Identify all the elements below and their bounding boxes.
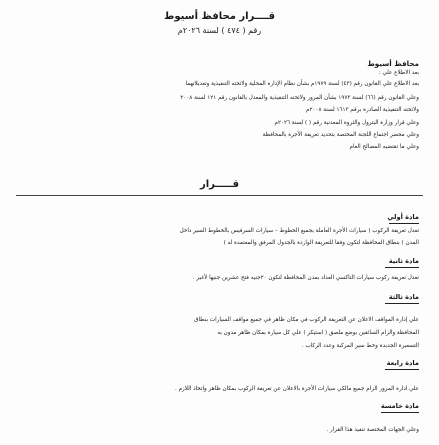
preamble-line: وعلي محضر اجتماع اللجنة المختصة بتحديد تعريفة الأجرة بالمحافظة <box>262 132 419 138</box>
decision-divider <box>16 195 423 196</box>
article-heading: مادة خامسة <box>380 402 419 410</box>
preamble-line: وعلي القانون رقم (٦٦) لسنة ١٩٧٣ بشأن المرور ولائحته التنفيذية والمعدل بالقانون رقم ١٢١ لسنة ٢٠٠٨ <box>180 95 419 101</box>
article-line: المدن ) بنطاق المحافظة لتكون وفقا للتعريفة الواردة بالجدول المرفق والمعتمدة له ) <box>223 240 419 246</box>
preamble-line: وعلي قرار وزارة البترول والثروة المعدنية رقم ( ) لسنة ٢٠٢٦م <box>274 120 419 126</box>
decree-title: قــــرار محافظ أسيوط <box>164 11 275 22</box>
article-underline <box>389 223 419 224</box>
after-review-label: بعد الاطلاع علي : <box>378 70 419 76</box>
article-underline <box>385 369 419 370</box>
article-line: علي ادارة المرور الزام جميع مالكي سيارات الأجرة بالاعلان عن تعريفة الركوب بمكان ظاهر واتخاذ اللازم . <box>175 386 419 392</box>
article-line: تعدل تعريفة الركوب ( سيارات الأجرة العاملة بجميع الخطوط – سيارات السرفيس بالخطوط السير داخل <box>179 228 419 234</box>
article-line: المحافظة والزام السائقين بوضع ملصق ( استيكر ) علي كل سيارة بمكان ظاهر مدون به <box>217 330 419 336</box>
article-line: التسعيرة الجديدة وخط سير المركبة وعدد الركاب . <box>301 343 419 349</box>
article-underline <box>381 412 419 413</box>
preamble-line: بعد الاطلاع علي القانون رقم (٤٣) لسنة ١٩٧٩م بشأن نظام الإدارة المحلية ولائحته التنفيذية وتعديلاتهما <box>185 81 419 87</box>
article-line: وعلي الجهات المختصة تنفيذ هذا القرار . <box>326 427 419 433</box>
article-heading: مادة ثالثة <box>388 293 419 301</box>
decision-heading: قـــــرار <box>199 179 240 190</box>
article-heading: مادة رابعة <box>386 359 419 367</box>
article-heading: مادة ثانية <box>388 257 419 265</box>
preamble-line: ولائحته التنفيذية الصادرة برقم ١٦١٣ لسنة ٢٠٠٨م <box>306 107 419 113</box>
article-line: علي إدارة المواقف الاعلان عن التعريفة الركوب في مكان ظاهر في جميع مواقف السيارات بنطاق <box>194 317 419 323</box>
decree-number: رقم ( ٤٧٤ ) لسنة ٢٠٢٦م <box>177 26 262 35</box>
article-underline <box>385 303 419 304</box>
article-heading: مادة أولي <box>387 213 419 221</box>
article-underline <box>385 267 419 268</box>
article-line: تعدل تعريفة ركوب سيارات التاكسي العداد بمدن المحافظة لتكون ٢٠جنيه فتح عشرين جنيها لأغير . <box>192 275 419 281</box>
preamble-line: وعلي ما تقتضيه المصالح العام <box>349 144 419 150</box>
governor-label: محافظ أسيوط <box>367 59 419 68</box>
